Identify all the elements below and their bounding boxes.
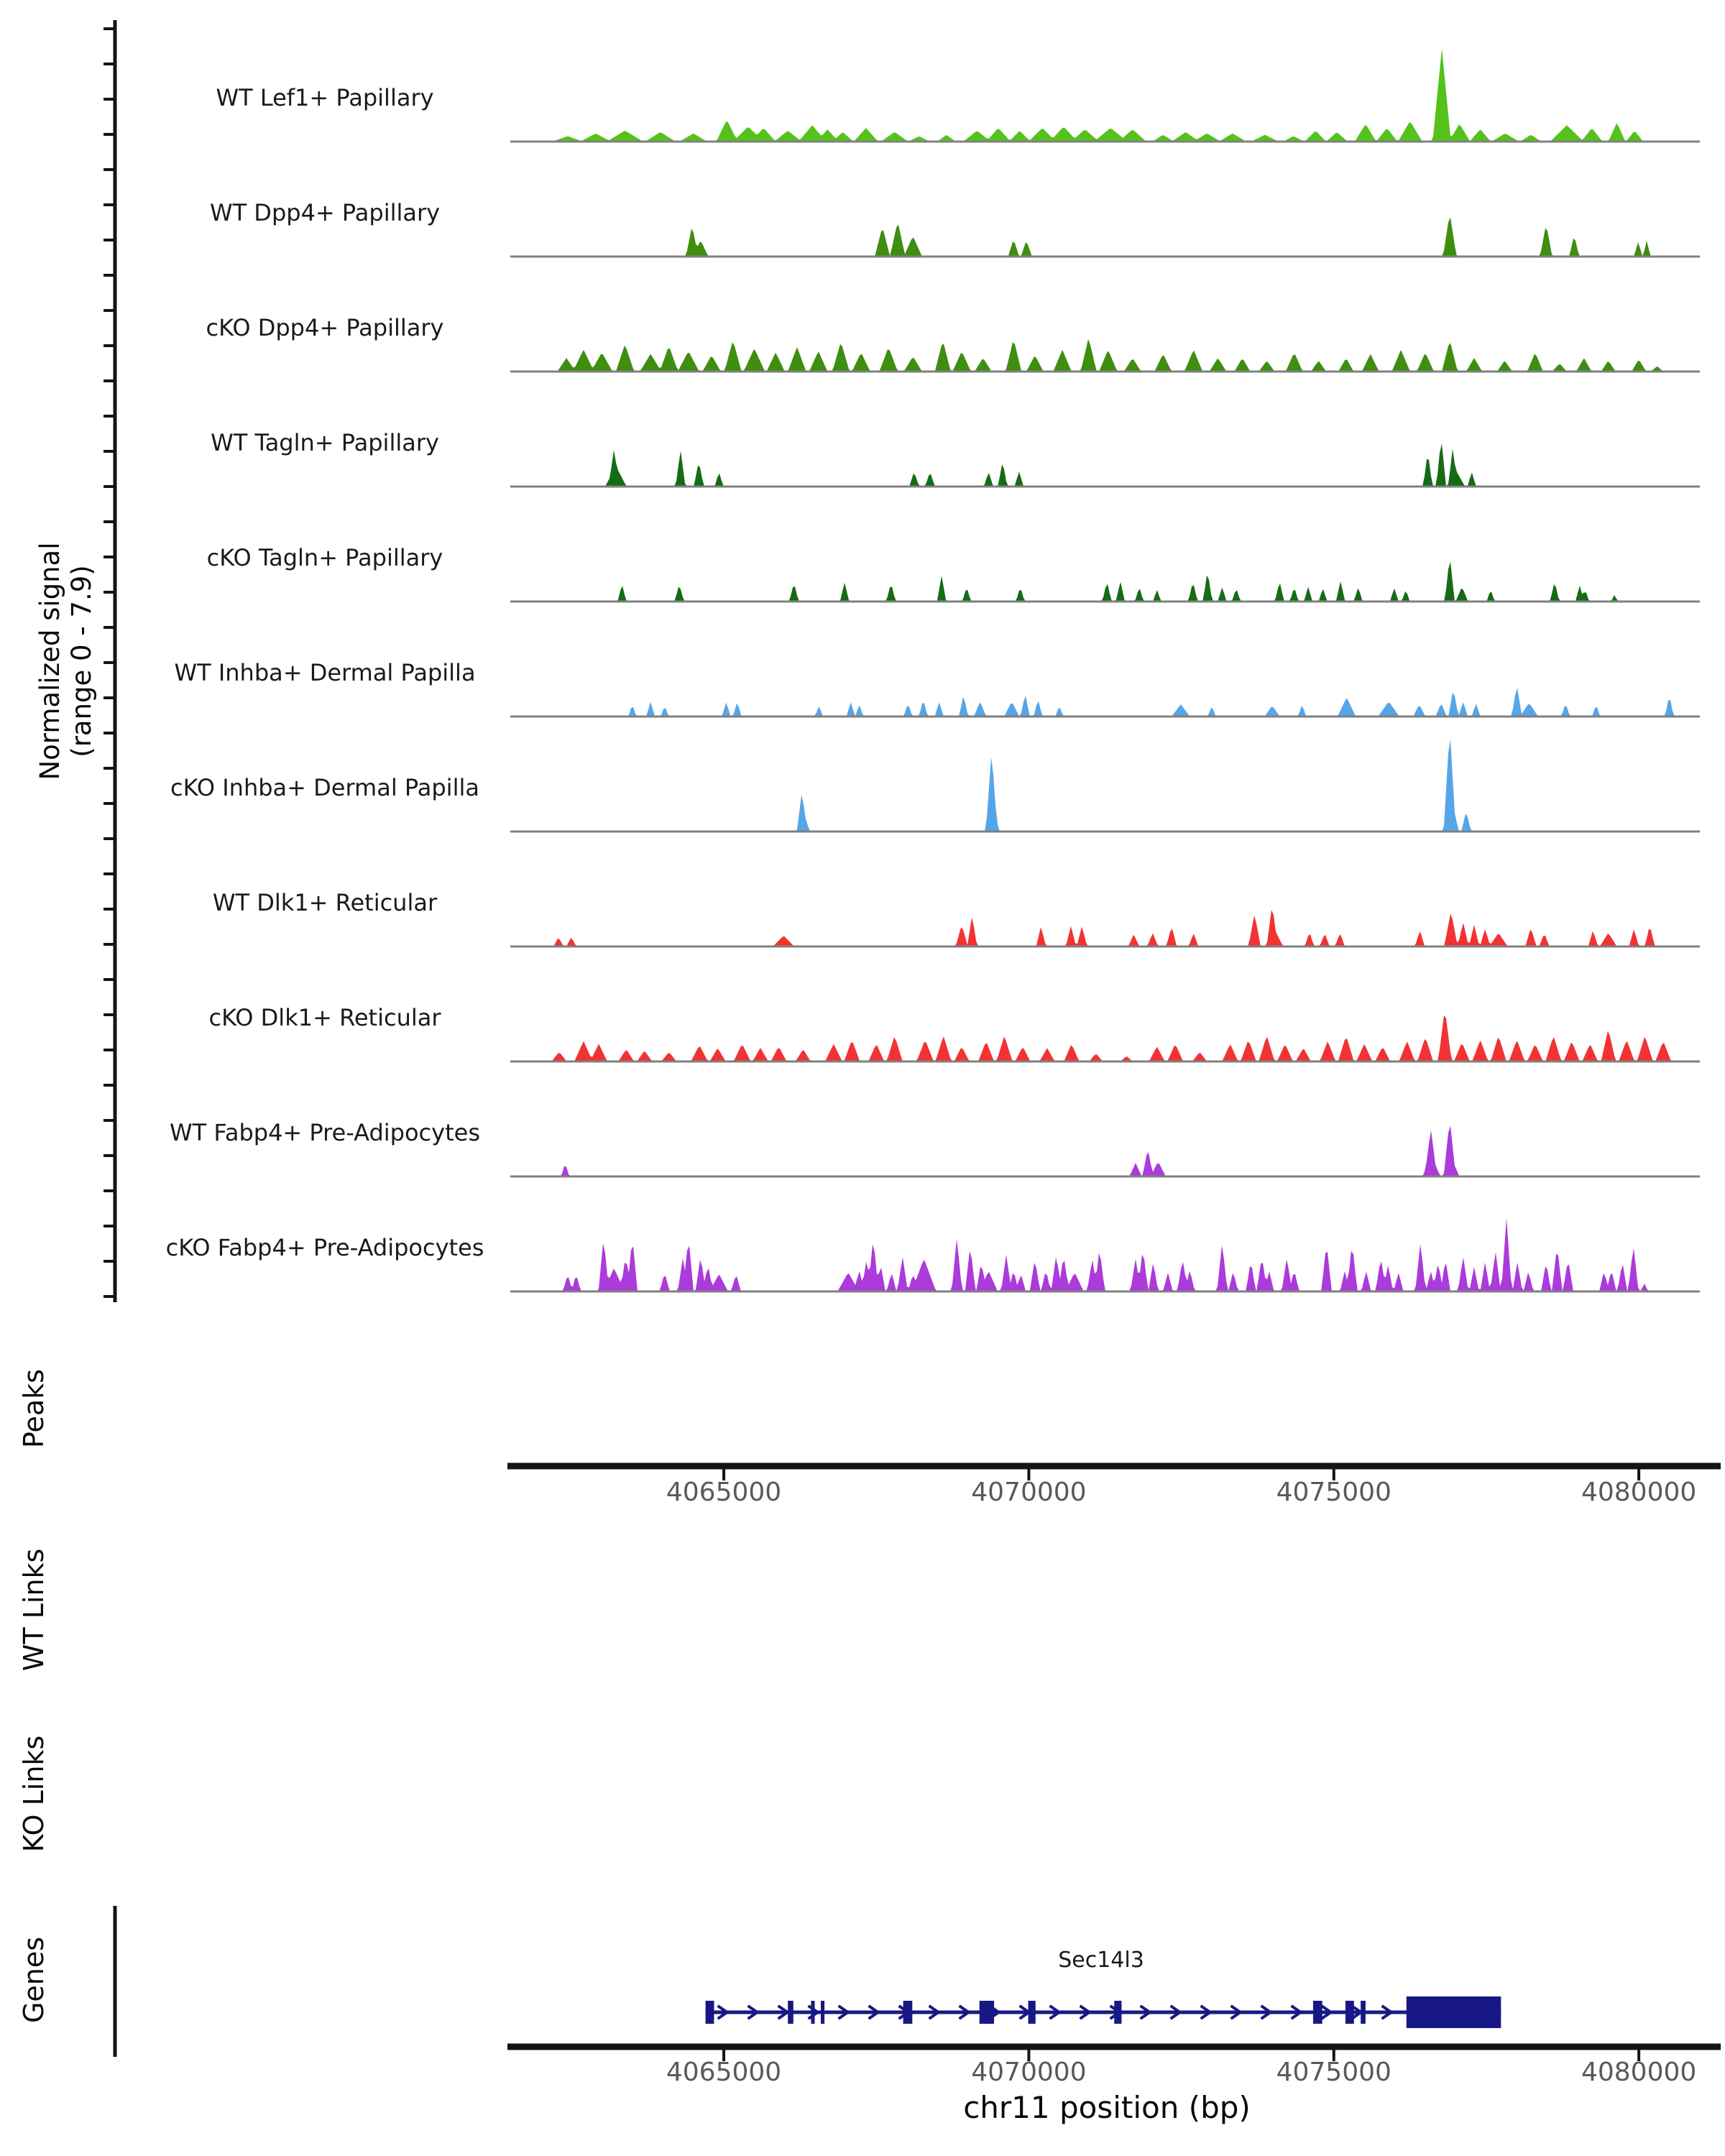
signal-track-row [216, 49, 1700, 142]
axis-tick-label: 4080000 [1581, 1478, 1697, 1507]
gene-exon [1407, 1996, 1501, 2028]
section-label-ko-links: KO Links [18, 1735, 50, 1853]
track-label: WT Inhba+ Dermal Papilla [174, 659, 476, 686]
signal-track-row [170, 1119, 1700, 1176]
axis-tick-label: 4065000 [666, 1478, 782, 1507]
signal-track-row [170, 740, 1700, 831]
signal-area [510, 443, 1700, 487]
signal-area [510, 688, 1700, 717]
track-label: WT Dlk1+ Reticular [212, 889, 438, 916]
track-label: WT Tagln+ Papillary [211, 429, 439, 456]
section-label-genes: Genes [18, 1936, 50, 2024]
signal-area [510, 218, 1700, 257]
x-axis-label: chr11 position (bp) [963, 2090, 1251, 2125]
section-label-wt-links: WT Links [18, 1548, 50, 1672]
track-label: cKO Tagln+ Papillary [206, 544, 443, 571]
gene-exon [1114, 2001, 1121, 2024]
gene-exon [1029, 2001, 1036, 2024]
track-label: WT Lef1+ Papillary [216, 84, 434, 111]
gene-name-label: Sec14l3 [1058, 1948, 1144, 1973]
gene-exon [1313, 2001, 1322, 2024]
gene-exon [1346, 2001, 1354, 2024]
signal-track-row [208, 1004, 1700, 1061]
signal-area [510, 562, 1700, 602]
signal-area [510, 49, 1700, 142]
signal-area [510, 1125, 1700, 1176]
axis-tick-label: 4080000 [1581, 2058, 1697, 2087]
gene-model-sec14l3 [706, 1996, 1501, 2028]
gene-exon [788, 2001, 794, 2024]
signal-track-row [207, 544, 1700, 602]
peaks-axis [507, 1466, 1721, 1507]
track-label: WT Fabp4+ Pre-Adipocytes [170, 1119, 480, 1146]
gene-exon [903, 2001, 913, 2024]
gene-exon [811, 2001, 814, 2024]
gene-exon [980, 2001, 994, 2024]
gene-exon [706, 2001, 714, 2024]
signal-area [510, 1218, 1700, 1291]
signal-tracks [166, 49, 1700, 1291]
y-axis-label-line1: Normalized signal [34, 542, 65, 780]
y-axis-label-line2: (range 0 - 7.9) [66, 565, 97, 757]
axis-tick-label: 4075000 [1276, 2058, 1392, 2087]
genes-axis [507, 2047, 1721, 2087]
signal-track-row [206, 314, 1700, 372]
signal-area [510, 910, 1700, 946]
signal-y-axis-spine [104, 20, 115, 1302]
signal-track-row [213, 889, 1700, 946]
axis-tick-label: 4075000 [1276, 1478, 1392, 1507]
signal-area [510, 339, 1700, 372]
axis-tick-label: 4070000 [971, 2058, 1087, 2087]
gene-exon [1361, 2001, 1366, 2024]
track-label: cKO Dpp4+ Papillary [206, 314, 444, 341]
axis-tick-label: 4065000 [666, 2058, 782, 2087]
axis-tick-label: 4070000 [971, 1478, 1087, 1507]
section-label-peaks: Peaks [18, 1368, 50, 1449]
signal-area [510, 740, 1700, 831]
track-label: cKO Inhba+ Dermal Papilla [170, 774, 479, 801]
gene-exon [821, 2001, 824, 2024]
signal-track-row [211, 429, 1700, 487]
signal-area [510, 1015, 1700, 1061]
signal-track-row [166, 1218, 1700, 1291]
signal-track-row [174, 659, 1700, 717]
track-label: cKO Dlk1+ Reticular [208, 1004, 441, 1031]
track-label: WT Dpp4+ Papillary [209, 199, 441, 226]
track-label: cKO Fabp4+ Pre-Adipocytes [165, 1234, 484, 1261]
signal-track-row [210, 199, 1700, 257]
